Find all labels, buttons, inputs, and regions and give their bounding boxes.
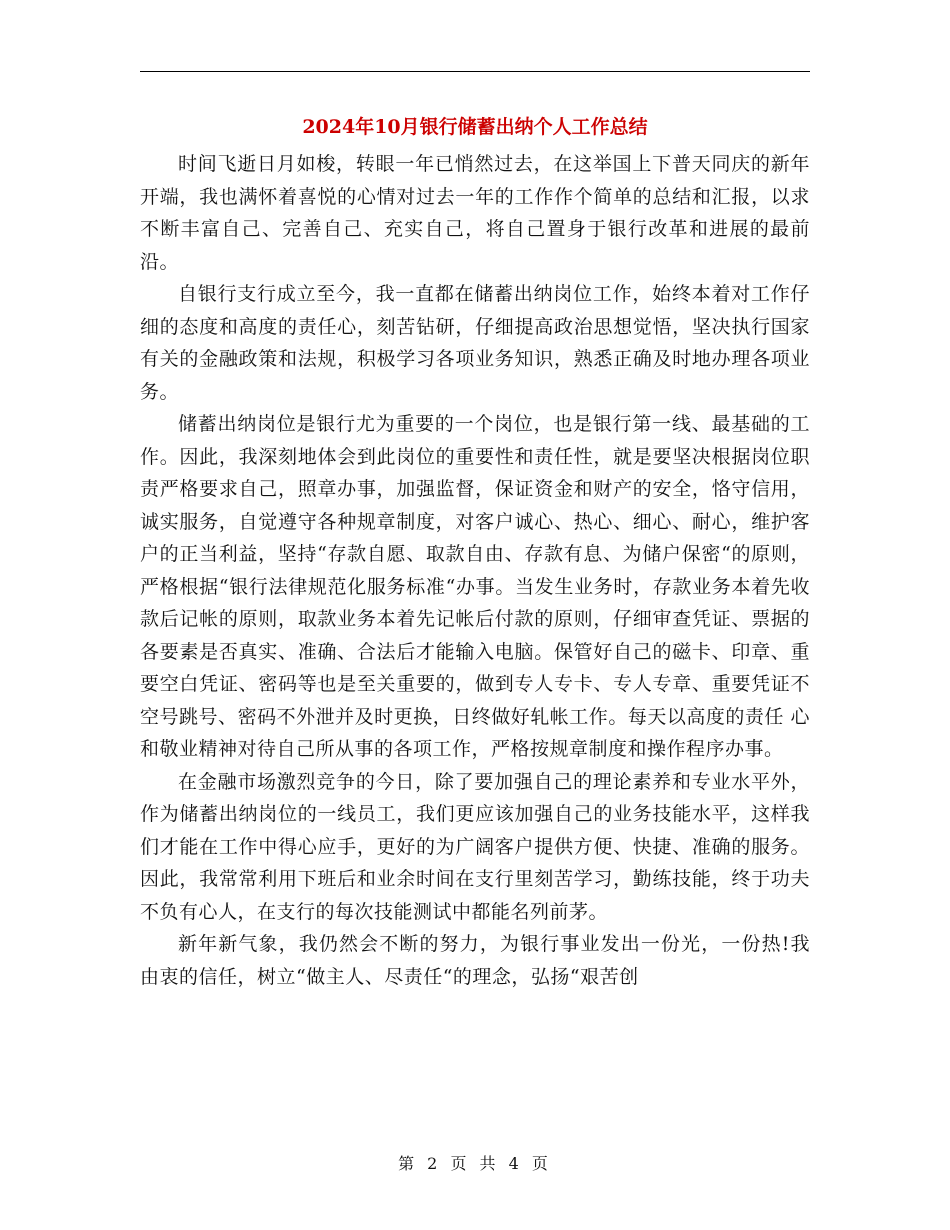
paragraph-3: 储蓄出纳岗位是银行尤为重要的一个岗位，也是银行第一线、最基础的工作。因此，我深刻地体会到此岗位的重要性和责任性，就是要坚决根据岗位职责严格要求自己，照章办事，加强监督，保证资金和财产的安全，恪守信用，诚实服务，自觉遵守各种规章制度，对客户诚心、热心、细心、耐心，维护客户的正当利益，坚持“存款自愿、取款自由、存款有息、为储户保密“的原则，严格根据“银行法律规范化服务标准“办事。当发生业务时，存款业务本着先收款后记帐的原则，取款业务本着先记帐后付款的原则，仔细审查凭证、票据的各要素是否真实、准确、合法后才能输入电脑。保管好自己的磁卡、印章、重要空白凭证、密码等也是至关重要的，做到专人专卡、专人专章、重要凭证不空号跳号、密码不外泄并及时更换，日终做好轧帐工作。每天以高度的责任 心和敬业精神对待自己所从事的各项工作，严格按规章制度和操作程序办事。 — [140, 413, 810, 760]
paragraph-2: 自银行支行成立至今，我一直都在储蓄出纳岗位工作，始终本着对工作仔细的态度和高度的责任心，刻苦钻研，仔细提高政治思想觉悟，坚决执行国家有关的金融政策和法规，积极学习各项业务知识，熟悉正确及时地办理各项业务。 — [140, 283, 810, 403]
document-title: 2024年10月银行储蓄出纳个人工作总结 — [302, 116, 648, 138]
page-footer: 第 2 页 共 4 页 — [398, 1154, 552, 1173]
paragraph-5: 新年新气象，我仍然会不断的努力，为银行事业发出一份光，一份热!我由衷的信任，树立“做主人、尽责任“的理念，弘扬“艰苦创 — [140, 933, 810, 988]
paragraph-1: 时间飞逝日月如梭，转眼一年已悄然过去，在这举国上下普天同庆的新年开端，我也满怀着喜悦的心情对过去一年的工作作个简单的总结和汇报，以求不断丰富自己、完善自己、充实自己，将自己置身于银行改革和进展的最前沿。 — [140, 153, 810, 273]
paragraph-4: 在金融市场激烈竞争的今日，除了要加强自己的理论素养和专业水平外，作为储蓄出纳岗位的一线员工，我们更应该加强自己的业务技能水平，这样我们才能在工作中得心应手，更好的为广阔客户提供方便、快捷、准确的服务。因此，我常常利用下班后和业余时间在支行里刻苦学习，勤练技能，终于功夫不负有心人，在支行的每次技能测试中都能名列前茅。 — [140, 770, 810, 923]
document-body — [140, 148, 810, 993]
header-rule — [140, 71, 810, 72]
